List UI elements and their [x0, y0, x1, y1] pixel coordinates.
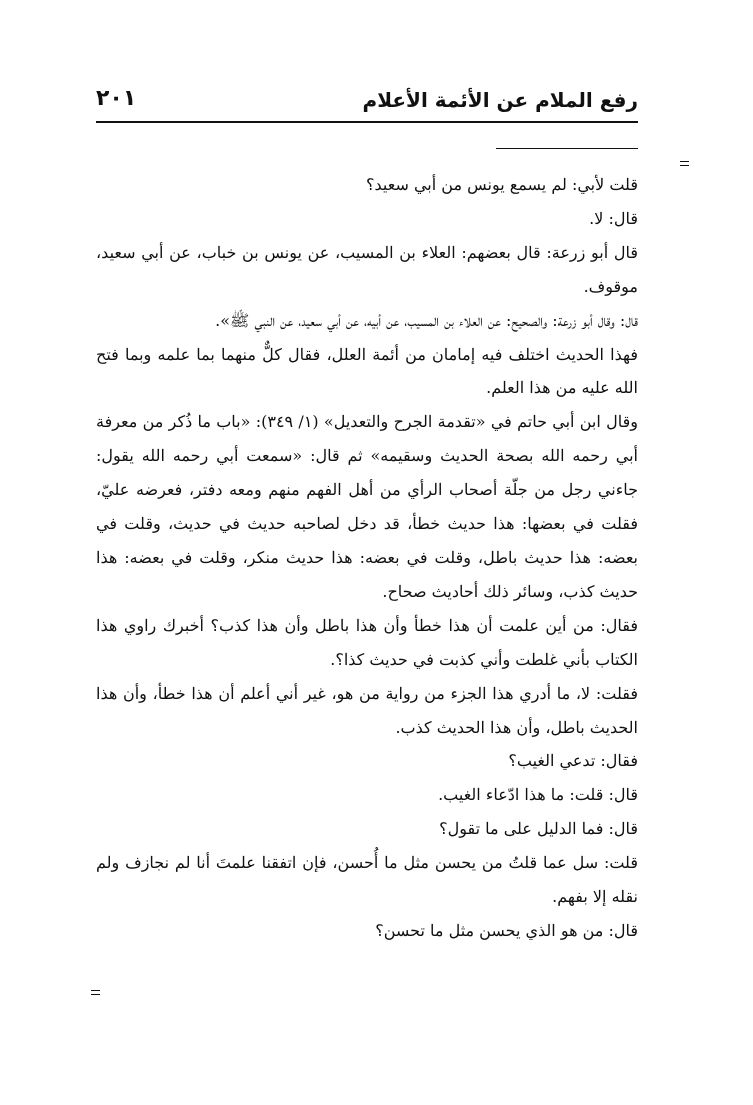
paragraph: فقلت: لا، ما أدري هذا الجزء من رواية من هو، غير أني أعلم أن هذا خطأ، وأن هذا الحديث باطل، وأن هذا الحديث كذب.: [96, 683, 638, 737]
body-text: [96, 168, 638, 948]
thin-rule: [496, 148, 638, 149]
margin-mark-top: [680, 165, 689, 166]
paragraph: فهذا الحديث اختلف فيه إمامان من أئمة العلل، فقال كلٌّ منهما بما علمه وبما فتح الله عليه من هذا العلم.: [96, 344, 638, 398]
page-number: ٢٠١: [96, 86, 137, 111]
page-header: [96, 82, 638, 120]
paragraph: فقال: من أين علمت أن هذا خطأ وأن هذا باطل وأن هذا كذب؟ أخبرك راوي هذا الكتاب بأني غلطت وأني كذبت في حديث كذا؟.: [96, 615, 638, 669]
paragraph: فقال: تدعي الغيب؟: [508, 751, 638, 771]
paragraph: قال: وقال أبو زرعة: والصحيح: عن العلاء بن المسيب، عن أبيه، عن أبي سعيد، عن النبي ﷺ».: [215, 310, 638, 330]
paragraph: قلت: سل عما قلتُ من يحسن مثل ما أُحسن، فإن اتفقنا علمتَ أنا لم نجازف ولم نقله إلا بفهم.: [96, 853, 638, 907]
paragraph: قال: قلت: ما هذا ادّعاء الغيب.: [438, 785, 638, 805]
paragraph: وقال ابن أبي حاتم في «تقدمة الجرح والتعديل» (١/ ٣٤٩): «باب ما ذُكر من معرفة أبي رحمه الله بصحة الحديث وسقيمه» ثم قال: «سمعت أبي رحمه الله يقول: جاءني رجل من جلّة أصحاب الرأي من أهل الفهم منهم ومعه دفتر، فعرضه عليّ، فقلت في بعضها: هذا حديث خطأ، قد دخل لصاحبه حديث في حديث، وقلت في بعضه: هذا حديث باطل، وقلت في بعضه: هذا حديث منكر، وقلت في بعضه: هذا حديث كذب، وسائر ذلك أحاديث صحاح.: [96, 412, 638, 601]
paragraph: قال أبو زرعة: قال بعضهم: العلاء بن المسيب، عن يونس بن خباب، عن أبي سعيد، موقوف.: [96, 242, 638, 296]
paragraph: قال: من هو الذي يحسن مثل ما تحسن؟: [375, 920, 638, 940]
running-title: رفع الملام عن الأئمة الأعلام: [362, 88, 638, 112]
margin-mark-top: [680, 161, 689, 162]
margin-mark-bottom: [91, 994, 100, 995]
margin-mark-bottom: [91, 990, 100, 991]
paragraph: قال: لا.: [589, 208, 638, 228]
paragraph: قال: فما الدليل على ما تقول؟: [439, 819, 638, 839]
header-rule: [96, 121, 638, 123]
paragraph: قلت لأبي: لم يسمع يونس من أبي سعيد؟: [366, 175, 638, 194]
